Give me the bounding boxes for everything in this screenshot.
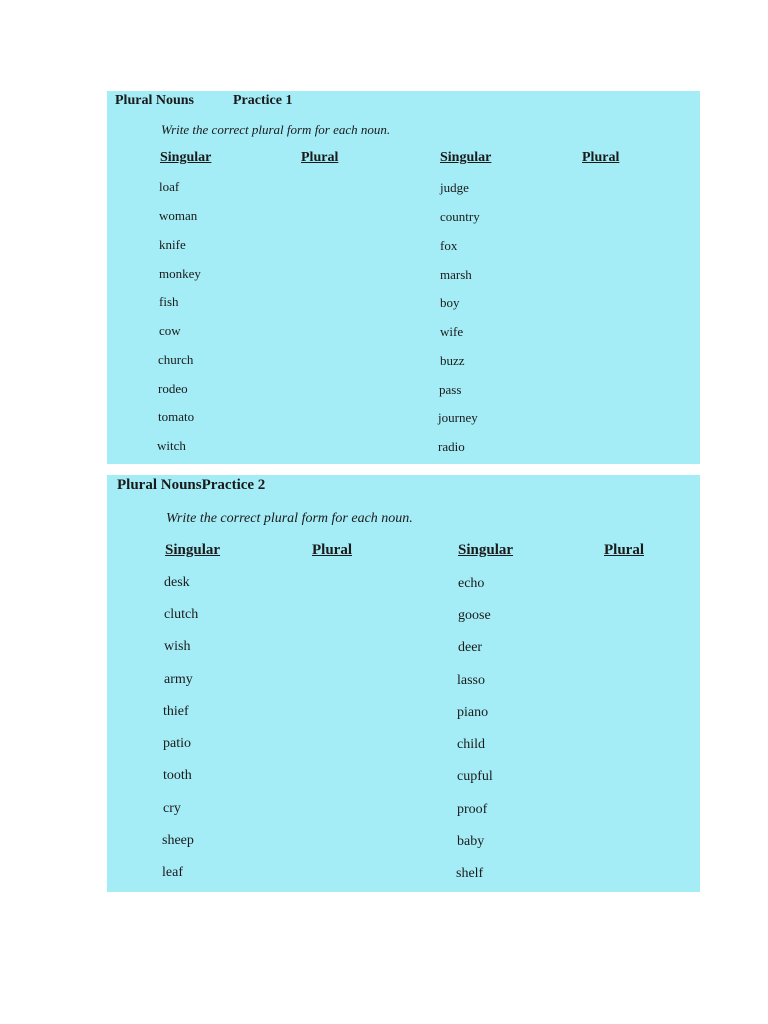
practice-1-left-word: witch xyxy=(157,438,186,453)
practice-1-left-word: rodeo xyxy=(158,381,188,396)
practice-2-right-word: baby xyxy=(457,834,485,849)
practice-2-left-word: army xyxy=(164,672,193,687)
practice-2-header-singular-left: Singular xyxy=(165,542,221,558)
practice-1-left-word: loaf xyxy=(159,179,180,194)
practice-1-right-word: radio xyxy=(438,439,465,454)
practice-2-right-word: cupful xyxy=(457,769,493,784)
practice-1-instruction: Write the correct plural form for each noun. xyxy=(161,122,391,137)
practice-2-left-word: sheep xyxy=(162,833,194,848)
practice-2-left-word: wish xyxy=(164,639,191,654)
practice-2-header-plural-left: Plural xyxy=(312,542,352,558)
practice-2-left-word: tooth xyxy=(163,768,192,783)
practice-2-left-word: patio xyxy=(163,736,191,751)
practice-2-right-word: proof xyxy=(457,802,488,817)
practice-2-left-word: leaf xyxy=(162,865,183,880)
practice-1-right-word: fox xyxy=(440,238,458,253)
practice-2-card xyxy=(107,475,700,892)
practice-2-left-word: desk xyxy=(164,575,190,590)
practice-1-left-word: fish xyxy=(159,294,179,309)
practice-1-right-word: boy xyxy=(440,295,460,310)
practice-1-left-word: woman xyxy=(159,208,198,223)
practice-2-header-plural-right: Plural xyxy=(604,542,644,558)
practice-2-right-word: piano xyxy=(457,705,489,720)
practice-1-header-plural-left: Plural xyxy=(301,150,339,165)
practice-1-right-word: journey xyxy=(438,410,478,425)
practice-1-left-word: church xyxy=(158,352,194,367)
practice-2-right-word: lasso xyxy=(457,673,485,688)
practice-2-right-word: shelf xyxy=(456,866,484,881)
practice-1-right-word: judge xyxy=(440,180,469,195)
practice-2-right-word: child xyxy=(457,737,485,752)
practice-2-instruction: Write the correct plural form for each noun. xyxy=(166,511,413,526)
practice-1-right-word: buzz xyxy=(440,353,465,368)
practice-2-right-word: echo xyxy=(458,576,485,591)
practice-2-title: Plural NounsPractice 2 xyxy=(117,477,266,493)
practice-1-left-word: tomato xyxy=(158,409,195,424)
practice-2-right-word: goose xyxy=(458,608,491,623)
practice-1-right-word: wife xyxy=(440,324,464,339)
practice-2-left-word: thief xyxy=(163,704,189,719)
practice-1-title: Plural Nouns xyxy=(115,93,194,108)
practice-1-left-word: knife xyxy=(159,237,186,252)
practice-1-subtitle: Practice 1 xyxy=(233,93,293,108)
practice-1-right-word: country xyxy=(440,209,480,224)
practice-1-right-word: pass xyxy=(439,382,462,397)
practice-2-left-word: cry xyxy=(163,801,181,816)
practice-1-header-singular-right: Singular xyxy=(440,150,492,165)
practice-1-header-singular-left: Singular xyxy=(160,150,212,165)
practice-1-left-word: monkey xyxy=(159,266,201,281)
practice-1-left-word: cow xyxy=(159,323,181,338)
practice-1-header-plural-right: Plural xyxy=(582,150,620,165)
practice-2-left-word: clutch xyxy=(164,607,199,622)
practice-2-right-word: deer xyxy=(458,640,483,655)
practice-2-header-singular-right: Singular xyxy=(458,542,514,558)
practice-1-right-word: marsh xyxy=(440,267,472,282)
practice-1-card xyxy=(107,91,700,464)
